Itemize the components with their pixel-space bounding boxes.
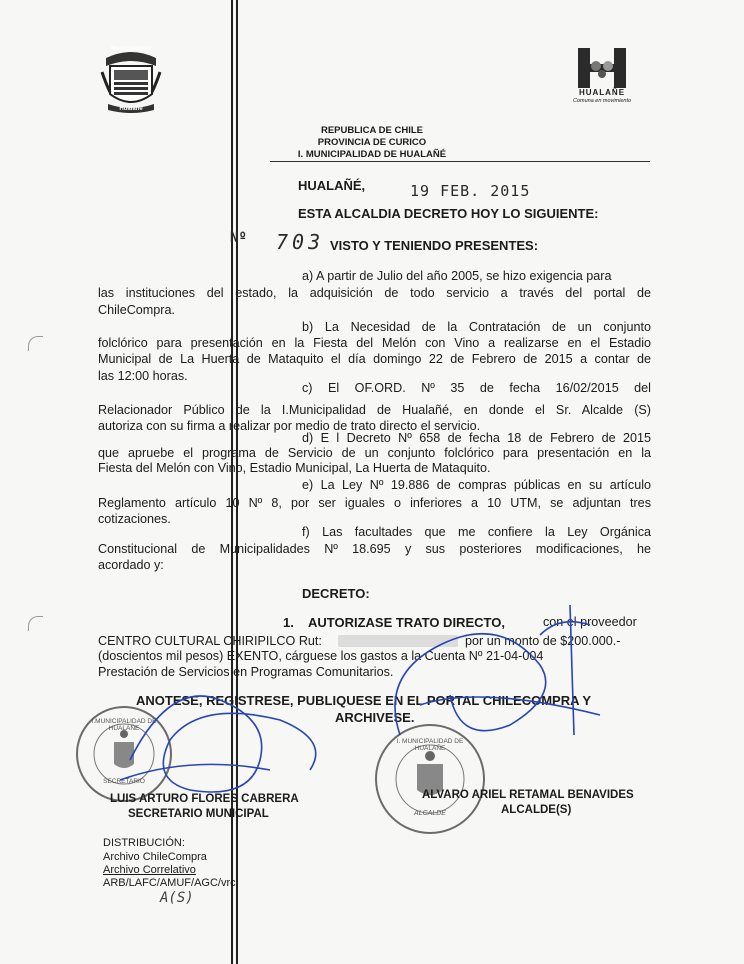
margin-mark — [28, 616, 43, 631]
paragraph-b-line2: folclórico para presentación en la Fiesta del Melón con Vino a realizarse en el Estadio — [98, 336, 651, 350]
secretary-role: SECRETARIO MUNICIPAL — [128, 808, 269, 820]
decree-intro: ESTA ALCALDIA DECRETO HOY LO SIGUIENTE: — [298, 206, 599, 221]
decree-place: HUALAÑÉ, — [298, 178, 366, 193]
municipal-crest-logo — [100, 44, 162, 116]
paragraph-c-line3: autoriza con su firma a realizar por medio de trato directo el servicio. — [98, 419, 481, 433]
resolution-line4: Prestación de Servicios en Programas Comunitarios. — [98, 665, 394, 679]
paragraph-d-line3: Fiesta del Melón con Vino, Estadio Municipal, La Huerta de Mataquito. — [98, 461, 491, 475]
paragraph-f-line3: acordado y: — [98, 558, 164, 572]
brand-name: HUALAÑE — [578, 88, 626, 97]
margin-mark — [28, 336, 43, 351]
paragraph-e-line2: Reglamento artículo 10 Nº 8, por ser iguales o inferiores a 10 UTM, se adjuntan tres — [98, 496, 651, 510]
secretary-seal-top-text: I.MUNICIPALIDAD DE HUALAÑE — [91, 718, 157, 732]
distribution-item: Archivo ChileCompra — [103, 851, 207, 863]
paragraph-e-line1: e) La Ley Nº 19.886 de compras públicas en su artículo — [302, 478, 651, 492]
secretary-name: LUIS ARTURO FLORES CABRERA — [110, 793, 299, 805]
paragraph-f-line1: f) Las facultades que me confiere la Ley Orgánica — [302, 525, 651, 539]
decreto-heading: DECRETO: — [302, 586, 370, 601]
paragraph-a-line2: las instituciones del estado, la adquisición de todo servicio a través del portal de — [98, 286, 651, 300]
decree-date-stamp: 19 FEB. 2015 — [410, 182, 531, 200]
paragraph-a-line3: ChileCompra. — [98, 303, 175, 317]
decree-number: 703 — [276, 230, 325, 254]
mayor-seal-bottom-text: ALCALDE — [414, 810, 446, 817]
distribution-title: DISTRIBUCIÓN: — [103, 837, 185, 849]
resolution-line3: (doscientos mil pesos) EXENTO, cárguese los gastos a la Cuenta Nº 21-04-004 — [98, 649, 544, 663]
mayor-role: ALCALDE(S) — [501, 804, 572, 816]
hualane-brand-logo — [572, 46, 632, 106]
paragraph-d-line2: que apruebe el programa de Servicio de un conjunto folclórico para presentación en la — [98, 446, 651, 460]
crest-bottom-text: Hualañé — [119, 106, 143, 112]
paragraph-c-line2: Relacionador Público de la I.Municipalidad de Hualañé, en donde el Sr. Alcalde (S) — [98, 403, 651, 417]
republic-heading: REPUBLICA DE CHILE — [320, 125, 424, 136]
paragraph-a-line1: a) A partir de Julio del año 2005, se hizo exigencia para — [302, 269, 612, 283]
resolution-line2-provider: CENTRO CULTURAL CHIRIPILCO Rut: — [98, 634, 322, 648]
decree-number-prefix: Nº — [230, 230, 247, 246]
resolution-item-rest: con el proveedor — [543, 615, 637, 629]
secretary-seal-bottom-text: SECRETARIO — [103, 778, 145, 785]
mayor-name: ALVARO ARIEL RETAMAL BENAVIDES — [422, 789, 634, 801]
paragraph-b-line4: las 12:00 horas. — [98, 369, 188, 383]
resolution-line2-amount: por un monto de $200.000.- — [465, 634, 621, 648]
closing-line2: ARCHIVESE. — [335, 710, 415, 725]
paragraph-b-line1: b) La Necesidad de la Contratación de un conjunto — [302, 320, 651, 334]
resolution-item-number: 1. — [283, 615, 294, 630]
paragraph-d-line1: d) E l Decreto Nº 658 de fecha 18 de Febrero de 2015 — [302, 431, 651, 445]
province-heading: PROVINCIA DE CURICO — [317, 137, 427, 148]
header-rule — [270, 161, 650, 162]
paragraph-b-line3: Municipal de La Huerta de Mataquito el día domingo 22 de Febrero de 2015 a contar de — [98, 352, 651, 366]
paragraph-e-line3: cotizaciones. — [98, 512, 171, 526]
brand-tagline: Comuna en movimiento — [572, 98, 632, 104]
municipality-heading: I. MUNICIPALIDAD DE HUALAÑÉ — [297, 149, 447, 160]
resolution-item-title: AUTORIZASE TRATO DIRECTO, — [308, 615, 505, 630]
secretary-signature — [110, 660, 350, 810]
closing-line1: ANOTESE, REGISTRESE, PUBLIQUESE EN EL PORTAL CHILECOMPRA Y — [136, 693, 592, 708]
visto-heading: VISTO Y TENIENDO PRESENTES: — [330, 238, 539, 253]
crest-top-text: Municipalidad — [110, 46, 151, 52]
mayor-signature — [360, 585, 620, 755]
paragraph-c-line1: c) El OF.ORD. Nº 35 de fecha 16/02/2015 del — [302, 381, 651, 395]
paragraph-f-line2: Constitucional de Municipalidades Nº 18.695 y sus posteriores modificaciones, he — [98, 542, 651, 556]
distribution-item: ARB/LAFC/AMUF/AGC/vrc. — [103, 877, 239, 889]
handwritten-initials: A(S) — [160, 890, 194, 906]
mayor-seal-top-text: I. MUNICIPALIDAD DE HUALAÑE — [396, 738, 464, 752]
distribution-item: Archivo Correlativo — [103, 864, 196, 876]
